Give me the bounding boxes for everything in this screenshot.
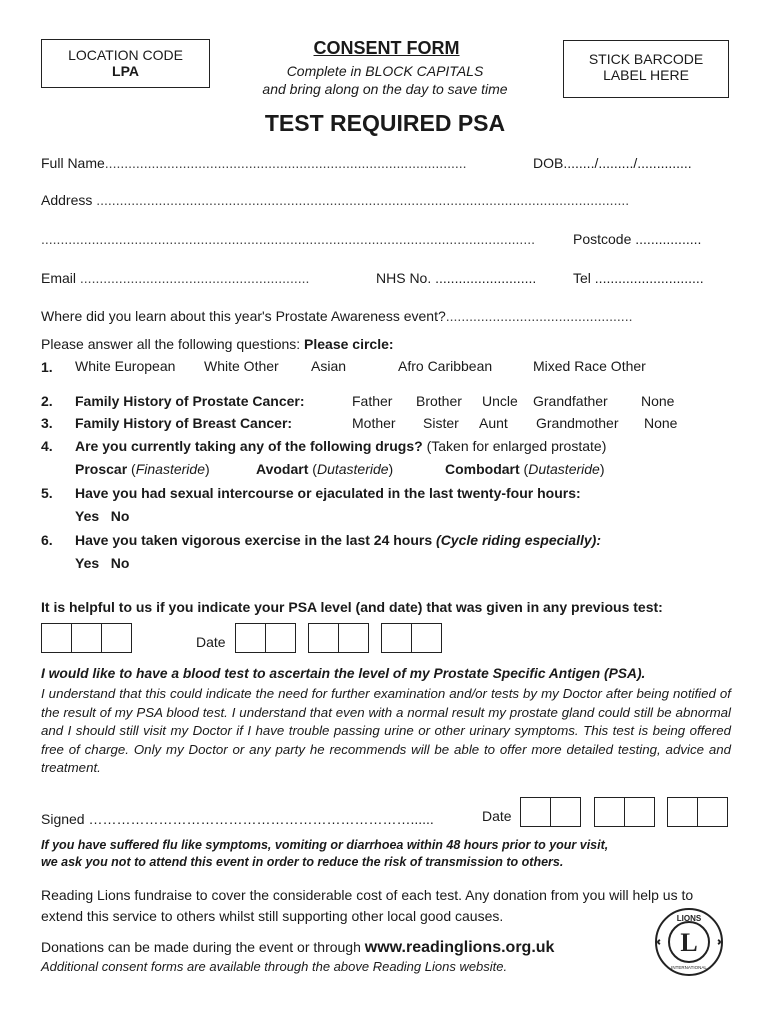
q3-option-sister[interactable]: Sister [423,415,459,431]
q2-option-father[interactable]: Father [352,393,393,409]
q3-label: Family History of Breast Cancer: [75,415,293,431]
logo-top-text: LIONS [676,914,702,923]
q2-option-grandfather[interactable]: Grandfather [533,393,608,409]
questions-intro [41,336,394,352]
date-cell[interactable] [520,797,551,827]
website-link[interactable]: www.readinglions.org.uk [364,939,555,956]
psa-level-cell[interactable] [71,623,102,653]
location-code-label: LOCATION CODE [68,47,183,63]
learn-field[interactable]: Where did you learn about this year's Prostate Awareness event?................................................ [41,308,633,324]
fundraise-text: Reading Lions fundraise to cover the considerable cost of each test. Any donation from you will help us to extend this service to others whilst still supporting other local good causes. [41,887,694,924]
q6-text [75,532,601,548]
date-cell[interactable] [550,797,581,827]
full-name-field[interactable]: Full Name............................................................................................. [41,155,467,171]
logo-bottom-text: INTERNATIONAL [671,965,707,970]
logo-letter: L [680,928,698,957]
date-cell[interactable] [265,623,296,653]
drug-generic: Dutasteride [528,461,600,477]
q5-number: 5. [41,485,53,501]
q4-number: 4. [41,438,53,454]
consent-body: I understand that this could indicate the need for further examination and/or tests by my Doctor after being notified of the result of my PSA blood test. I understand that even with a normal result my prostate gland could still be abnormal and I should still visit my Doctor if I have trouble passing urine or other urinary symptoms. This test is being offered free of charge. Only my Doctor or any party he recommends will be able to offer more detailed testing, advice and treatment. [41,686,731,775]
address-label: Address [41,192,93,208]
drug-name: Combodart [445,461,520,477]
q6-label: Have you taken vigorous exercise in the last 24 hours [75,532,433,548]
psa-date-label: Date [196,634,226,650]
q2-label: Family History of Prostate Cancer: [75,393,305,409]
psa-level-cell[interactable] [41,623,72,653]
drug-option-avodart[interactable]: Avodart (Dutasteride) [256,461,394,477]
barcode-box [563,40,729,98]
address-line-2[interactable]: ............................................................................................................................... [41,231,535,247]
date-cell[interactable] [667,797,698,827]
location-code-box [41,39,210,88]
warning-line-1: If you have suffered flu like symptoms, vomiting or diarrhoea within 48 hours prior to your visit, [41,838,609,852]
signature-date-day-boxes[interactable] [520,797,580,827]
warning-line-2: we ask you not to attend this event in order to reduce the risk of transmission to others. [41,855,564,869]
q1-option-asian[interactable]: Asian [311,358,347,374]
psa-prompt: It is helpful to us if you indicate your PSA level (and date) that was given in any previous test: [41,599,663,615]
q5-yes-no[interactable]: Yes No [75,508,130,524]
q2-option-uncle[interactable]: Uncle [482,393,518,409]
q1-option-white-other[interactable]: White Other [204,358,279,374]
barcode-line-2: LABEL HERE [603,67,689,83]
date-cell[interactable] [381,623,412,653]
postcode-field[interactable]: Postcode ................. [573,231,702,247]
signature-field[interactable]: Signed ……………………………………………………………...... [41,811,434,827]
q3-number: 3. [41,415,53,431]
psa-date-day-boxes[interactable] [235,623,295,653]
email-label: Email [41,270,77,286]
drug-generic: Dutasteride [316,461,389,477]
consent-heading: I would like to have a blood test to ascertain the level of my Prostate Specific Antigen (PSA). [41,666,646,681]
additional-forms-text: Additional consent forms are available through the above Reading Lions website. [41,959,508,974]
instruction-line-1: Complete in BLOCK CAPITALS [286,63,484,79]
donations-line [41,939,554,957]
date-cell[interactable] [697,797,728,827]
q2-number: 2. [41,393,53,409]
signature-date-year-boxes[interactable] [667,797,727,827]
q5-label: Have you had sexual intercourse or ejaculated in the last twenty-four hours: [75,485,581,501]
test-required-heading: TEST REQUIRED PSA [264,110,506,136]
drug-name: Avodart [256,461,309,477]
q4-label: Are you currently taking any of the following drugs? [75,438,423,454]
q4-text [75,438,606,454]
q2-option-none[interactable]: None [641,393,675,409]
date-cell[interactable] [338,623,369,653]
drug-generic: Finasteride [135,461,205,477]
psa-level-cell[interactable] [101,623,132,653]
q6-note: (Cycle riding especially): [432,532,601,548]
drug-option-proscar[interactable]: Proscar (Finasteride) [75,461,210,477]
q3-option-none[interactable]: None [644,415,678,431]
q6-number: 6. [41,532,53,548]
learn-label: Where did you learn about this year's Prostate Awareness event? [41,308,446,324]
q6-yes-no[interactable]: Yes No [75,555,130,571]
form-title: CONSENT FORM [313,38,460,58]
tel-field[interactable]: Tel ............................ [573,270,704,286]
lions-logo [653,906,725,978]
drug-name: Proscar [75,461,128,477]
q3-option-aunt[interactable]: Aunt [479,415,508,431]
location-code-value: LPA [112,63,139,79]
email-field[interactable]: Email ........................................................... [41,270,310,286]
full-name-label: Full Name [41,155,105,171]
q1-option-white-european[interactable]: White European [75,358,176,374]
signature-date-label: Date [482,808,512,824]
donations-text: Donations can be made during the event or through [41,939,365,955]
q3-option-mother[interactable]: Mother [352,415,396,431]
q1-number: 1. [41,359,53,375]
date-cell[interactable] [411,623,442,653]
date-cell[interactable] [594,797,625,827]
q3-option-grandmother[interactable]: Grandmother [536,415,619,431]
psa-date-year-boxes[interactable] [381,623,441,653]
address-field[interactable]: Address ......................................................................................................................................... [41,192,630,208]
psa-level-boxes[interactable] [41,623,131,653]
q1-option-afro-caribbean[interactable]: Afro Caribbean [398,358,493,374]
questions-intro-text: Please answer all the following questions: [41,336,305,352]
drug-option-combodart[interactable]: Combodart (Dutasteride) [445,461,605,477]
questions-intro-bold: Please circle: [304,336,394,352]
barcode-line-1: STICK BARCODE [588,51,704,67]
q4-note: (Taken for enlarged prostate) [422,438,607,454]
signature-date-month-boxes[interactable] [594,797,654,827]
date-cell[interactable] [308,623,339,653]
q1-option-mixed-race-other[interactable]: Mixed Race Other [533,358,646,374]
q2-option-brother[interactable]: Brother [416,393,462,409]
date-cell[interactable] [235,623,266,653]
instruction-line-2: and bring along on the day to save time [262,81,508,97]
psa-date-month-boxes[interactable] [308,623,368,653]
date-cell[interactable] [624,797,655,827]
nhs-field[interactable]: NHS No. .......................... [376,270,537,286]
dob-field[interactable]: DOB......../........./.............. [533,155,692,171]
